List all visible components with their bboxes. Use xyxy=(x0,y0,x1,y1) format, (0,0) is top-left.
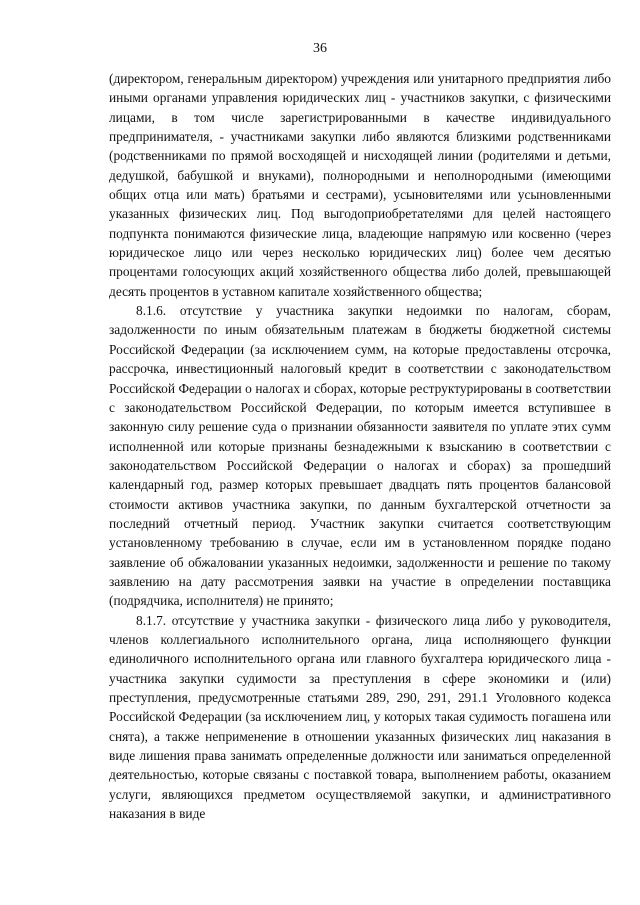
paragraph-beneficiaries: (директором, генеральным директором) учреждения или унитарного предприятия либо иными органами управления юридических лиц - участников закупки, с физическими лицами, в том числе зарегистрированными в качестве индивидуального предпринимателя, - участниками закупки либо являются близкими родственниками (родственниками по прямой восходящей и нисходящей линии (родителями и детьми, дедушкой, бабушкой и внуками), полнородными и неполнородными (имеющими общих отца или мать) братьями и сестрами), усыновителями или усыновленными указанных физических лиц. Под выгодоприобретателями для целей настоящего подпункта понимаются физические лица, владеющие напрямую или косвенно (через юридическое лицо или через несколько юридических лиц) более чем десятью процентами голосующих акций хозяйственного общества либо долей, превышающей десять процентов в уставном капитале хозяйственного общества; xyxy=(109,71,611,299)
page-number: 36 xyxy=(313,41,327,56)
document-body xyxy=(109,69,611,823)
paragraph-8-1-6: 8.1.6. отсутствие у участника закупки недоимки по налогам, сборам, задолженности по иным обязательным платежам в бюджеты бюджетной системы Российской Федерации (за исключением сумм, на которые предоставлены отсрочка, рассрочка, инвестиционный налоговый кредит в соответствии с законодательством Российской Федерации о налогах и сборах, которые реструктурированы в соответствии с законодательством Российской Федерации, по которым имеется вступившее в законную силу решение суда о признании обязанности заявителя по уплате этих сумм исполненной или которые признаны безнадежными к взысканию в соответствии с законодательством Российской Федерации о налогах и сборах) за прошедший календарный год, размер которых превышает двадцать пять процентов балансовой стоимости активов участника закупки, по данным бухгалтерской отчетности за последний отчетный период. Участник закупки считается соответствующим установленному требованию в случае, если им в установленном порядке подано заявление об обжаловании указанных недоимки, задолженности и решение по такому заявлению на дату рассмотрения заявки на участие в определении поставщика (подрядчика, исполнителя) не принято; xyxy=(109,303,611,609)
paragraph-8-1-7: 8.1.7. отсутствие у участника закупки - физического лица либо у руководителя, членов коллегиального исполнительного органа, лица исполняющего функции единоличного исполнительного органа или главного бухгалтера юридического лица - участника закупки судимости за преступления в сфере экономики и (или) преступления, предусмотренные статьями 289, 290, 291, 291.1 Уголовного кодекса Российской Федерации (за исключением лиц, у которых такая судимость погашена или снята), а также неприменение в отношении указанных физических лиц наказания в виде лишения права занимать определенные должности или заниматься определенной деятельностью, которые связаны с поставкой товара, выполнением работы, оказанием услуги, являющихся предметом осуществляемой закупки, и административного наказания в виде xyxy=(109,612,611,822)
